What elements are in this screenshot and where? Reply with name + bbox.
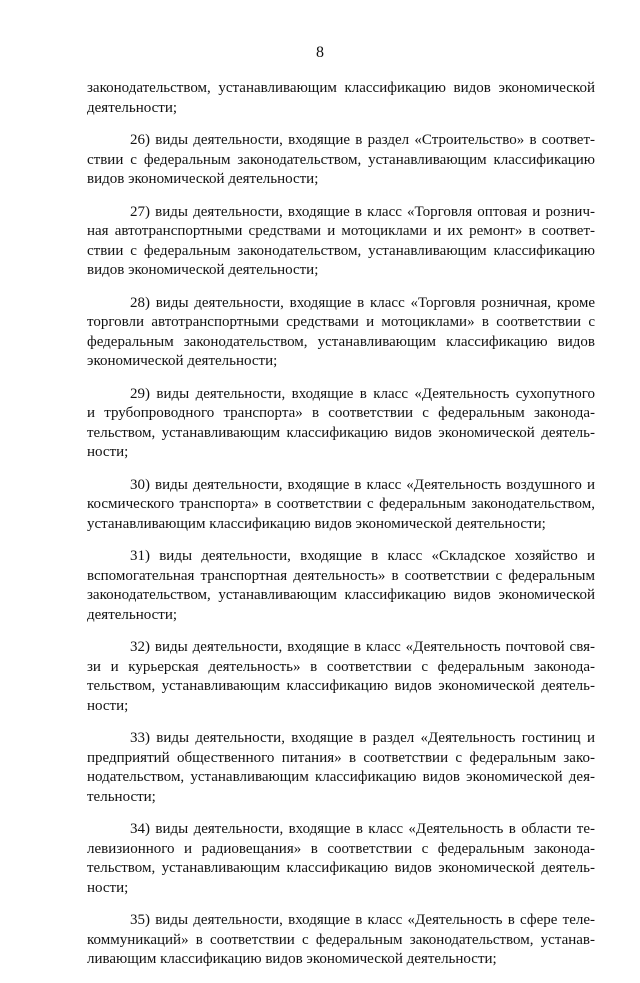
paragraph-line: 27) виды деятельности, входящие в класс «Торговля оптовая и рознич- [130, 203, 595, 220]
paragraph-line: 26) виды деятельности, входящие в раздел «Строительство» в соответ- [130, 132, 595, 148]
paragraph-line: 29) виды деятельности, входящие в класс «Деятельность сухопутного [130, 385, 595, 402]
paragraph [87, 203, 595, 281]
paragraph-line: видов экономической деятельности; [87, 171, 319, 187]
paragraph [87, 79, 595, 118]
paragraph [87, 820, 595, 898]
paragraph-line: 34) виды деятельности, входящие в класс «Деятельность в области те- [130, 821, 595, 837]
paragraph-line: федеральным законодательством, устанавливающим классификацию видов [87, 333, 595, 350]
paragraph-line: вспомогательная транспортная деятельность» в соответствии с федеральным [87, 567, 595, 584]
paragraph-line: тельством, устанавливающим классификацию видов экономической деятель- [87, 860, 595, 876]
paragraph-line: ности; [87, 444, 129, 460]
paragraph-line: предприятий общественного питания» в соответствии с федеральным зако- [87, 749, 595, 766]
paragraph-line: левизионного и радиовещания» в соответствии с федеральным законода- [87, 840, 595, 857]
page-number: 8 [316, 44, 324, 61]
paragraph-line: 28) виды деятельности, входящие в класс «Торговля розничная, кроме [130, 294, 595, 311]
paragraph-line: тельством, устанавливающим классификацию видов экономической деятель- [87, 678, 595, 694]
paragraph-line: ствии с федеральным законодательством, устанавливающим классификацию [87, 242, 595, 259]
paragraph-line: нодательством, устанавливающим классификацию видов экономической дея- [87, 769, 595, 785]
paragraph-line: деятельности; [87, 99, 178, 116]
paragraph-line: 31) виды деятельности, входящие в класс «Складское хозяйство и [130, 548, 595, 564]
paragraph-line: ности; [87, 879, 129, 896]
paragraph-line: экономической деятельности; [87, 353, 278, 369]
paragraph [87, 911, 595, 970]
paragraph-line: законодательством, устанавливающим классификацию видов экономической [87, 80, 595, 96]
paragraph [87, 294, 595, 372]
paragraph-line: коммуникаций» в соответствии с федеральным законодательством, устанав- [87, 931, 595, 948]
paragraph-line: законодательством, устанавливающим классификацию видов экономической [87, 587, 595, 603]
paragraph-line: деятельности; [87, 606, 178, 623]
paragraph [87, 131, 595, 190]
paragraph [87, 385, 595, 463]
paragraph-line: ствии с федеральным законодательством, устанавливающим классификацию [87, 151, 595, 168]
document-body [87, 79, 595, 983]
paragraph-line: торговли автотранспортными средствами и мотоциклами» в соответствии с [87, 314, 595, 330]
paragraph-line: космического транспорта» в соответствии с федеральным законодательством, [87, 496, 595, 512]
paragraph [87, 476, 595, 535]
paragraph-line: тельности; [87, 788, 156, 805]
paragraph-line: ности; [87, 697, 129, 714]
paragraph-line: 32) виды деятельности, входящие в класс «Деятельность почтовой свя- [130, 639, 595, 655]
paragraph [87, 729, 595, 807]
paragraph [87, 547, 595, 625]
paragraph-line: ная автотранспортными средствами и мотоциклами и их ремонт» в соответ- [87, 223, 595, 239]
paragraph-line: 35) виды деятельности, входящие в класс «Деятельность в сфере теле- [130, 912, 595, 928]
paragraph-line: 33) виды деятельности, входящие в раздел «Деятельность гостиниц и [130, 730, 595, 746]
paragraph-line: ливающим классификацию видов экономической деятельности; [87, 951, 497, 967]
paragraph-line: 30) виды деятельности, входящие в класс «Деятельность воздушного и [130, 476, 595, 493]
paragraph-line: видов экономической деятельности; [87, 262, 319, 278]
paragraph [87, 638, 595, 716]
paragraph-line: зи и курьерская деятельность» в соответствии с федеральным законода- [87, 658, 595, 675]
paragraph-line: устанавливающим классификацию видов экономической деятельности; [87, 515, 546, 532]
paragraph-line: и трубопроводного транспорта» в соответствии с федеральным законода- [87, 405, 595, 421]
paragraph-line: тельством, устанавливающим классификацию видов экономической деятель- [87, 424, 595, 441]
